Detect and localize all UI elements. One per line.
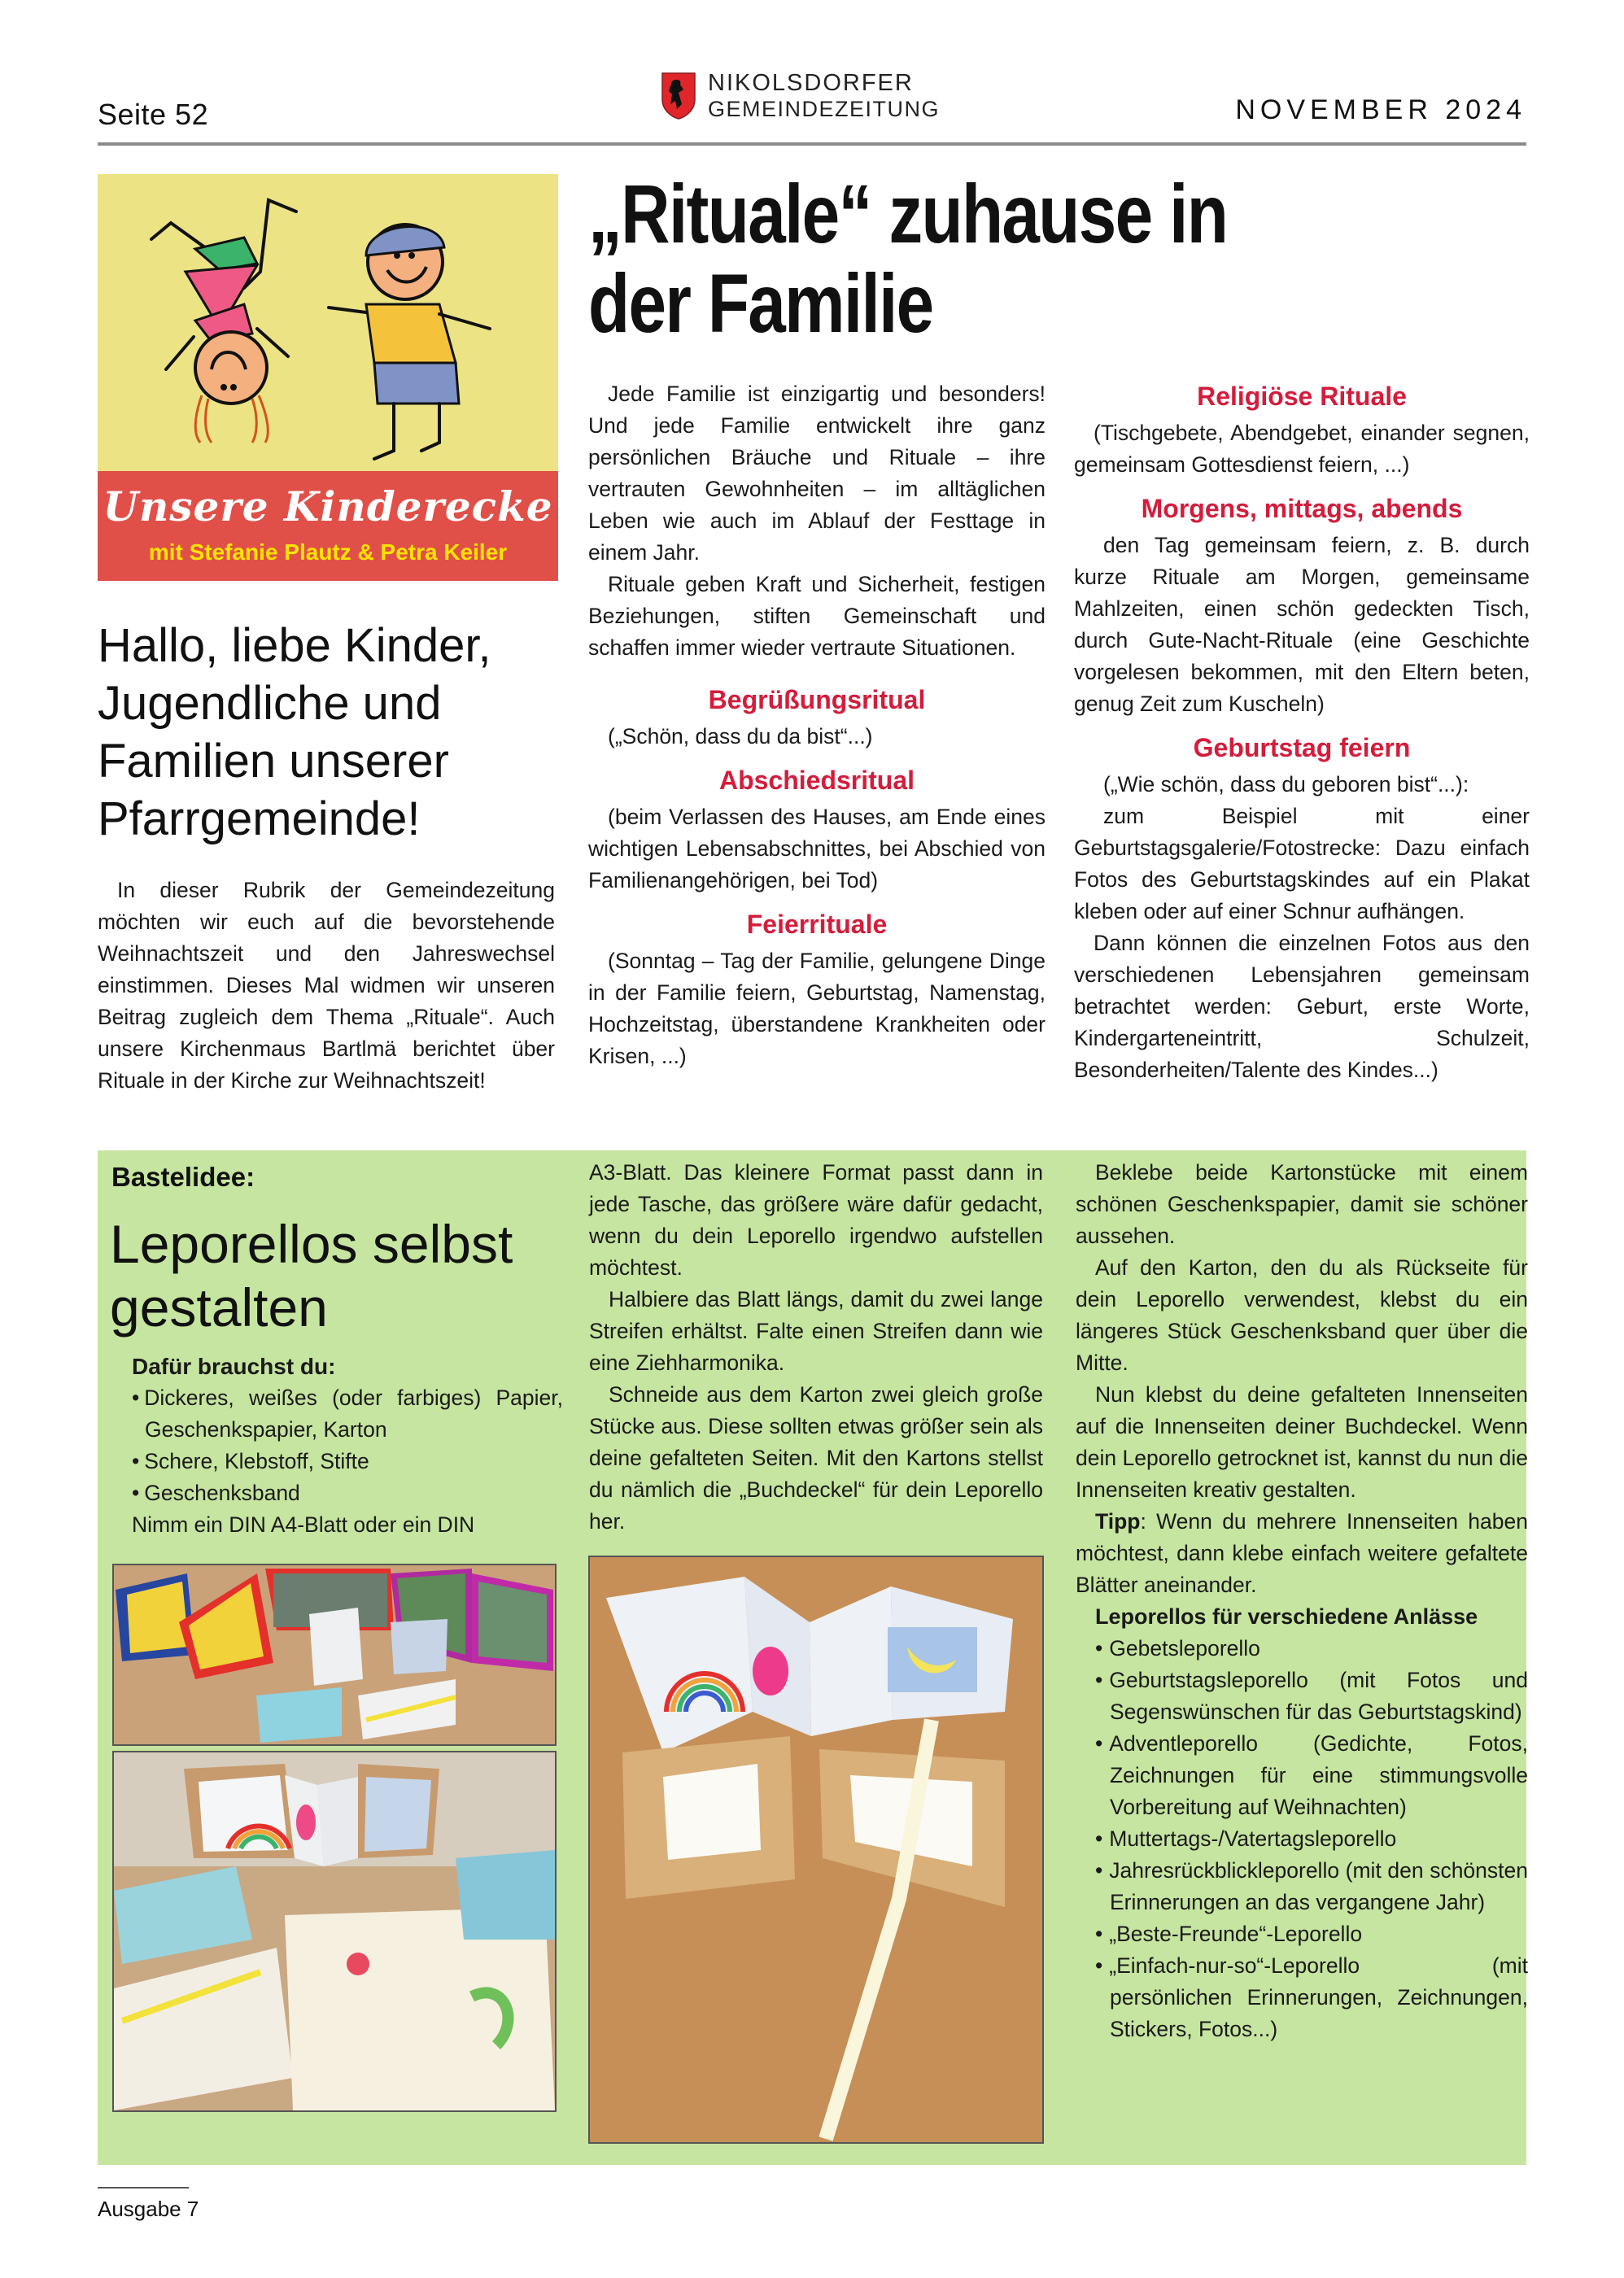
banner-title-band [98, 471, 558, 581]
headline-line-1: „Rituale“ zuhause in [588, 168, 1228, 260]
coat-of-arms-icon [661, 72, 696, 120]
craft-step-4: Beklebe beide Kartonstücke mit einem schönen Geschenkspapier, damit sie schöner aussehen. [1076, 1160, 1528, 1248]
section-text-geburtstag-2: Dann können die einzelnen Fotos aus den verschiedenen Lebensjahren gemeinsam betrachtet werden: Geburt, erste Worte, Kindergarteneintritt, Schulzeit, Besonderheiten/Talente des Kindes...) [1074, 931, 1530, 1082]
kinderecke-banner [98, 174, 558, 581]
section-text-religioes: (Tischgebete, Abendgebet, einander segnen, gemeinsam Gottesdienst feiern, ...) [1074, 421, 1530, 477]
craft-step-1b: A3-Blatt. Das kleinere Format passt dann in jede Tasche, das größere wäre dafür gedacht, wenn du dein Leporello irgendwo aufstellen möchtest. [589, 1160, 1043, 1280]
occasions-list [1076, 1601, 1528, 2045]
craft-title: Leporellos selbst gestalten [110, 1214, 513, 1338]
craft-tip [1076, 1506, 1528, 1601]
section-heading-feier: Feierrituale [746, 910, 888, 939]
section-text-geburtstag-quote: („Wie schön, dass du geboren bist“...): [1103, 772, 1469, 796]
photo-leporello-heart-covers [588, 1556, 1044, 2144]
craft-step-1a: Nimm ein DIN A4-Blatt oder ein DIN [132, 1512, 475, 1537]
occasion-item: • Jahresrückblickleporello (mit den schönsten Erinnerungen an das vergangene Jahr) [1095, 1855, 1528, 1918]
footer-divider [98, 2187, 189, 2189]
logo-line-1: NIKOLSDORFER [708, 70, 914, 96]
material-item: • Geschenksband [132, 1477, 563, 1509]
children-drawing-illustration [98, 174, 558, 471]
section-heading-begruessung: Begrüßungsritual [708, 685, 926, 714]
article-headline [588, 169, 1362, 348]
occasions-heading: Leporellos für verschiedene Anlässe [1095, 1604, 1478, 1629]
section-heading-tageszeiten: Morgens, mittags, abends [1141, 494, 1463, 523]
intro-heading: Hallo, liebe Kinder, Jugendliche und Familien unserer Pfarrgemeinde! [98, 619, 491, 845]
headline-line-2: der Familie [588, 257, 933, 350]
craft-step-5: Auf den Karton, den du als Rückseite für dein Leporello verwendest, klebst du ein längeres Stück Geschenksband quer über die Mitte. [1076, 1255, 1528, 1375]
craft-step-2: Halbiere das Blatt längs, damit du zwei lange Streifen erhältst. Falte einen Streifen dann wie eine Ziehharmonika. [589, 1287, 1043, 1375]
section-text-feier: (Sonntag – Tag der Familie, gelungene Dinge in der Familie feiern, Geburtstag, Namenstag, Hochzeitstag, überstandene Krankheiten oder Krisen, ...) [588, 949, 1046, 1068]
section-heading-geburtstag: Geburtstag feiern [1193, 733, 1411, 762]
header-divider [98, 142, 1526, 146]
article-paragraph-2: Rituale geben Kraft und Sicherheit, festigen Beziehungen, stiften Gemeinschaft und schaffen immer wieder vertraute Situationen. [588, 572, 1046, 660]
craft-step-6: Nun klebst du deine gefalteten Innenseiten auf die Innenseiten deiner Buchdeckel. Wenn dein Leporello getrocknet ist, kannst du nun die Innenseiten kreativ gestalten. [1076, 1382, 1528, 1502]
occasion-item: • „Einfach-nur-so“-Leporello (mit persönlichen Erinnerungen, Zeichnungen, Stickers, Fotos...) [1095, 1950, 1528, 2045]
craft-label: Bastelidee: [111, 1162, 255, 1192]
section-heading-religioes: Religiöse Rituale [1197, 382, 1407, 411]
occasion-item: • „Beste-Freunde“-Leporello [1095, 1918, 1528, 1950]
section-text-begruessung: („Schön, dass du da bist“...) [608, 724, 873, 748]
craft-column-2 [589, 1157, 1043, 1538]
section-text-tageszeiten: den Tag gemeinsam feiern, z. B. durch kurze Rituale am Morgen, gemeinsame Mahlzeiten, einen schön gedeckten Tisch, durch Gute-Nacht-Rituale (eine Geschichte vorgelesen bekommen, mit den Eltern beten, genug Zeit zum Kuscheln) [1074, 533, 1530, 716]
article-paragraph-1: Jede Familie ist einzigartig und besonders! Und jede Familie entwickelt ihre ganz persönlichen Bräuche und Rituale – ihre vertrauten Gewohnheiten – im alltäglichen Leben wie auch im Ablauf der Festtage in einem Jahr. [588, 382, 1046, 565]
section-text-geburtstag-1: zum Beispiel mit einer Geburtstagsgalerie/Fotostrecke: Dazu einfach Fotos des Geburtstagskindes auf ein Plakat kleben oder auf einer Schnur aufhängen. [1074, 804, 1530, 923]
leporello-photo-image [114, 1565, 555, 1744]
banner-title: Unsere Kinderecke [103, 482, 553, 530]
craft-step-3: Schneide aus dem Karton zwei gleich große Stücke aus. Diese sollten etwas größer sein als deine gefalteten Seiten. Mit den Kartons stellst du nämlich die „Buchdeckel“ für dein Leporello her. [589, 1382, 1043, 1534]
issue-number: Ausgabe 7 [98, 2197, 199, 2221]
photo-leporello-gifts [112, 1751, 557, 2112]
material-item: • Schere, Klebstoff, Stifte [132, 1446, 563, 1477]
materials-heading: Dafür brauchst du: [132, 1354, 336, 1379]
issue-date: NOVEMBER 2024 [1235, 94, 1526, 125]
page-number: Seite 52 [98, 98, 209, 131]
craft-column-3 [1076, 1157, 1528, 2045]
leporello-heart-covers-image [590, 1557, 1042, 2142]
banner-authors: mit Stefanie Plautz & Petra Keiler [148, 539, 508, 565]
logo-line-2: GEMEINDEZEITUNG [708, 97, 941, 121]
occasion-item: • Muttertags-/Vatertagsleporello [1095, 1823, 1528, 1855]
masthead-logo [661, 72, 940, 120]
intro-body: In dieser Rubrik der Gemeindezeitung möchten wir euch auf die bevorstehende Weihnachtszeit und den Jahreswechsel einstimmen. Dieses Mal widmen wir unseren Beitrag zugleich dem Thema „Rituale“. Auch unsere Kirchenmaus Bartlmä berichtet über Rituale in der Kirche zur Weihnachtszeit! [98, 878, 555, 1093]
leporello-gifts-image [114, 1752, 555, 2110]
tip-label: Tipp [1095, 1509, 1141, 1534]
article-column-3 [1074, 378, 1530, 1086]
materials-list [132, 1351, 563, 1541]
material-item: • Dickeres, weißes (oder farbiges) Papier, Geschenkspapier, Karton [132, 1382, 563, 1446]
section-heading-abschied: Abschiedsritual [718, 766, 915, 795]
occasion-item: • Gebetsleporello [1095, 1633, 1528, 1665]
occasion-item: • Adventleporello (Gedichte, Fotos, Zeichnungen für eine stimmungsvolle Vorbereitung auf Weihnachten) [1095, 1728, 1528, 1823]
article-column-2 [588, 378, 1046, 1072]
tip-text: : Wenn du mehrere Innenseiten haben möchtest, dann klebe einfach weitere gefaltete Blätter aneinander. [1076, 1509, 1528, 1597]
occasion-item: • Geburtstagsleporello (mit Fotos und Segenswünschen für das Geburtstagskind) [1095, 1665, 1528, 1728]
section-text-abschied: (beim Verlassen des Hauses, am Ende eines wichtigen Lebensabschnittes, bei Abschied von Familienangehörigen, bei Tod) [588, 805, 1046, 892]
photo-leporello-colorful [112, 1564, 557, 1746]
